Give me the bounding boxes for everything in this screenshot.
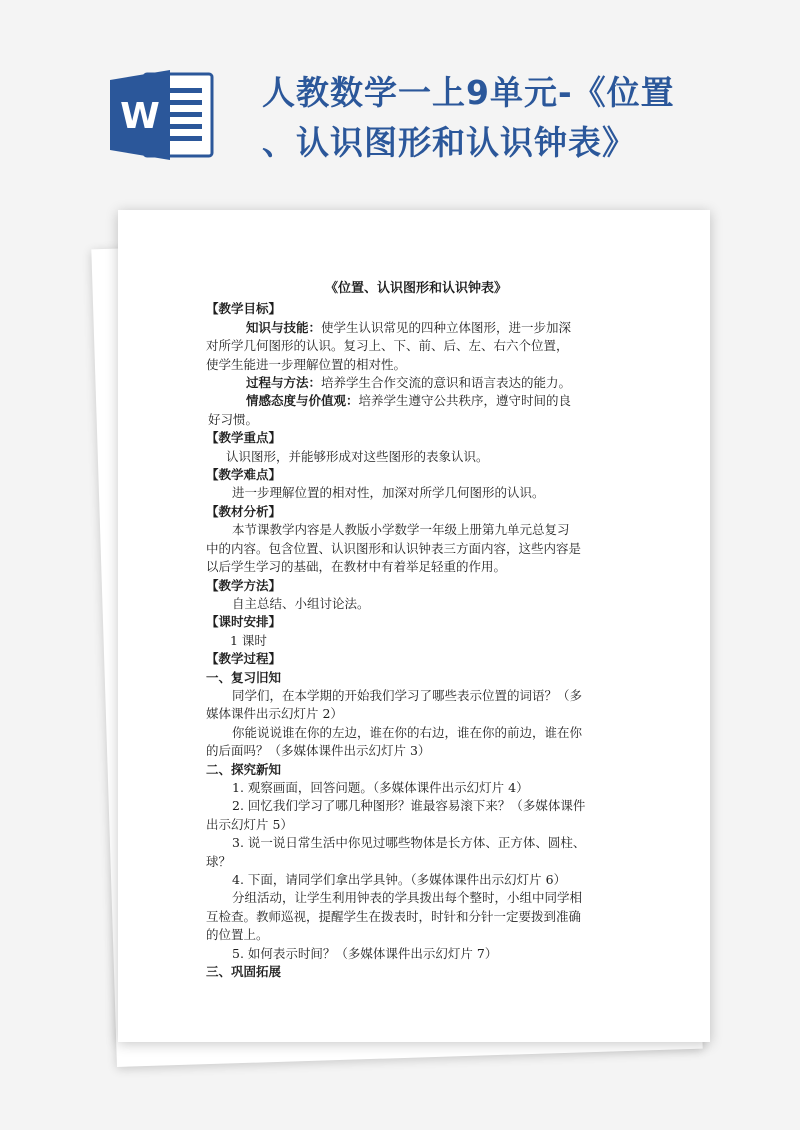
- paragraph-line: [206, 374, 626, 392]
- list-item: 3. 说一说日常生活中你见过哪些物体是长方体、正方体、圆柱、: [232, 835, 586, 851]
- document-title: 《位置、认识图形和认识钟表》: [324, 281, 507, 296]
- word-document-icon: [110, 70, 216, 160]
- paragraph-line: 对所学几何图形的认识。复习上、下、前、后、左、右六个位置，: [206, 338, 569, 354]
- paragraph-line: 同学们，在本学期的开始我们学习了哪些表示位置的词语？（多: [232, 687, 583, 703]
- text: 培养学生遵守公共秩序，遵守时间的良: [358, 393, 572, 409]
- paragraph-line: 好习惯。: [208, 411, 259, 427]
- section-heading: 【课时安排】: [206, 614, 282, 630]
- paragraph-line: 的位置上。: [206, 927, 269, 943]
- paragraph-line: 媒体课件出示幻灯片 2）: [206, 706, 343, 722]
- paragraph-line: 出示幻灯片 5）: [206, 816, 293, 832]
- paragraph-line: 自主总结、小组讨论法。: [232, 595, 370, 611]
- subsection-heading: 三、巩固拓展: [206, 964, 282, 980]
- paragraph-line: 的后面吗？（多媒体课件出示幻灯片 3）: [206, 743, 431, 759]
- word-logo-letter: W: [120, 96, 160, 137]
- section-heading: 【教学方法】: [206, 577, 282, 593]
- label: 知识与技能：: [246, 319, 322, 335]
- page-title: [262, 68, 682, 168]
- section-heading: 【教学目标】: [206, 301, 282, 317]
- subsection-heading: 二、探究新知: [206, 761, 282, 777]
- text: 培养学生合作交流的意识和语言表达的能力。: [321, 375, 572, 391]
- page-title-line-1: 人教数学一上9单元-《位置: [262, 73, 675, 112]
- paragraph-line: 使学生能进一步理解位置的相对性。: [206, 356, 407, 372]
- document-content: [206, 280, 626, 981]
- section-heading: 【教学难点】: [206, 467, 282, 483]
- label: 情感态度与价值观：: [246, 393, 359, 409]
- paragraph-line: 分组活动，让学生利用钟表的学具拨出每个整时，小组中同学相: [232, 890, 583, 906]
- list-item: 5. 如何表示时间？（多媒体课件出示幻灯片 7）: [232, 945, 498, 961]
- subsection-heading: 一、复习旧知: [206, 669, 282, 685]
- paragraph-line: 认识图形，并能够形成对这些图形的表象认识。: [226, 448, 489, 464]
- list-item: 2. 回忆我们学习了哪几种图形？谁最容易滚下来？（多媒体课件: [232, 798, 586, 814]
- label: 过程与方法：: [246, 375, 322, 391]
- paragraph-line: 进一步理解位置的相对性，加深对所学几何图形的认识。: [232, 485, 545, 501]
- section-heading: 【教学过程】: [206, 651, 282, 667]
- paragraph-line: [206, 319, 626, 337]
- paragraph-line: 互检查。教师巡视，提醒学生在拨表时，时针和分针一定要拨到准确: [206, 908, 582, 924]
- text: 使学生认识常见的四种立体图形，进一步加深: [321, 319, 572, 335]
- paragraph-line: 中的内容。包含位置、认识图形和认识钟表三方面内容，这些内容是: [206, 540, 582, 556]
- page-title-line-2: 、认识图形和认识钟表》: [262, 123, 636, 162]
- paragraph-line: 你能说说谁在你的左边，谁在你的右边，谁在你的前边，谁在你: [232, 724, 583, 740]
- list-item: 1. 观察画面，回答问题。（多媒体课件出示幻灯片 4）: [232, 779, 529, 795]
- document-page: [118, 210, 710, 1042]
- paragraph-line: 以后学生学习的基础，在教材中有着举足轻重的作用。: [206, 559, 507, 575]
- list-item: 4. 下面，请同学们拿出学具钟。（多媒体课件出示幻灯片 6）: [232, 872, 567, 887]
- paragraph-line: 1 课时: [230, 632, 267, 648]
- paragraph-line: [206, 392, 626, 410]
- section-heading: 【教材分析】: [206, 503, 282, 519]
- paragraph-line: 球？: [206, 853, 232, 869]
- paragraph-line: 本节课教学内容是人教版小学数学一年级上册第九单元总复习: [232, 522, 570, 538]
- section-heading: 【教学重点】: [206, 430, 282, 446]
